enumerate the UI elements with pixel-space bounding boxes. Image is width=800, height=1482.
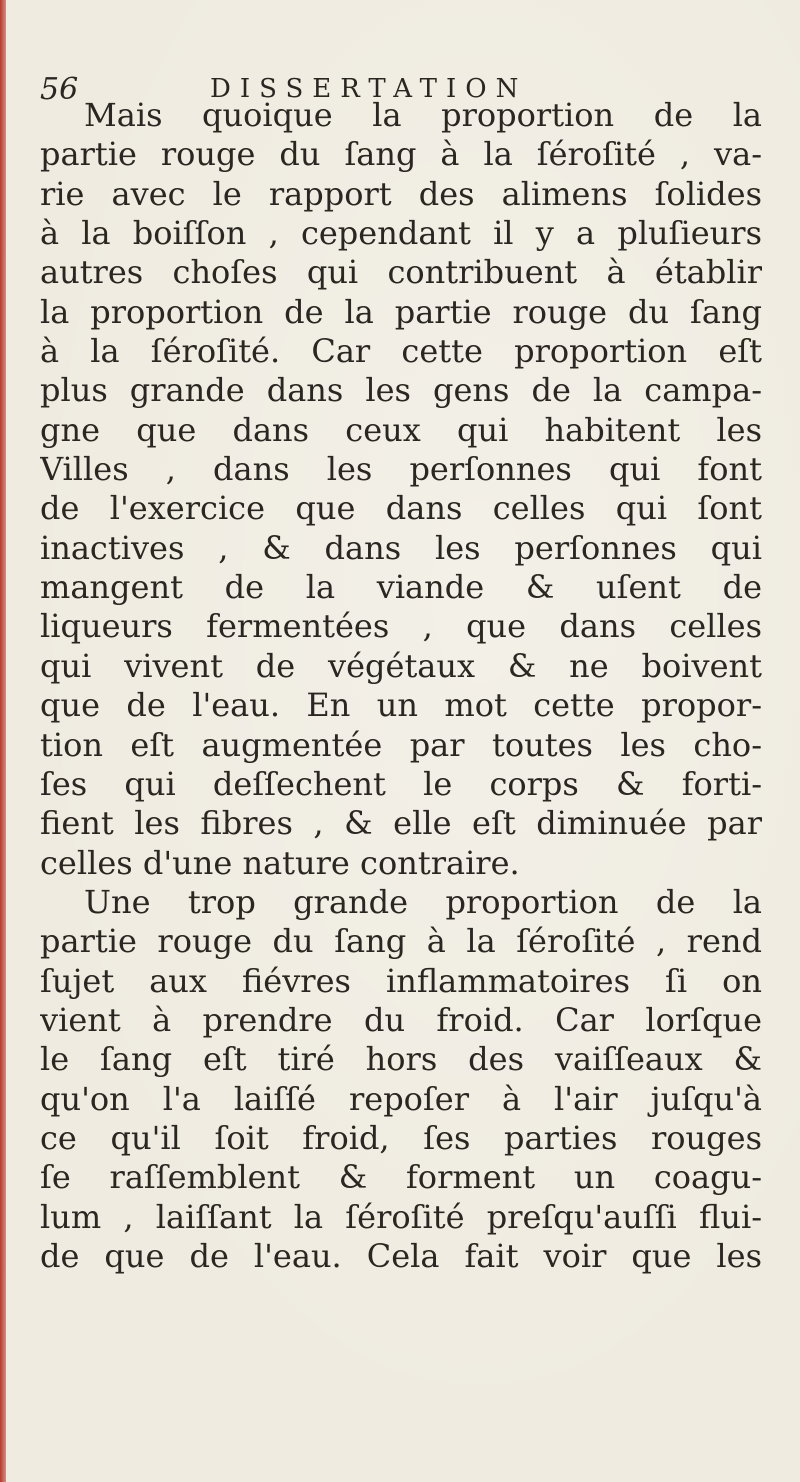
- text-line: la proportion de la partie rouge du ſang: [40, 292, 762, 331]
- text-line: ſe raſſemblent & forment un coagu-: [40, 1158, 762, 1197]
- text-line: à la ſéroſité. Car cette proportion eſt: [40, 332, 762, 371]
- text-line: de que de l'eau. Cela fait voir que les: [40, 1236, 762, 1275]
- text-line: lum , laiſſant la ſéroſité preſqu'auſſi flui-: [40, 1197, 762, 1236]
- text-line: celles d'une nature contraire.: [40, 843, 520, 882]
- text-line: partie rouge du ſang à la ſéroſité , va-: [40, 135, 762, 174]
- text-line: à la boiſſon , cependant il y a pluſieurs: [40, 214, 762, 253]
- text-line: liqueurs fermentées , que dans celles: [40, 607, 762, 646]
- text-line: vient à prendre du froid. Car lorſque: [40, 1000, 762, 1039]
- text-line: inactives , & dans les perſonnes qui: [40, 528, 762, 567]
- text-line: plus grande dans les gens de la campa-: [40, 371, 762, 410]
- text-line: de l'exercice que dans celles qui ſont: [40, 489, 762, 528]
- text-line: ce qu'il ſoit froid, ſes parties rouges: [40, 1118, 762, 1157]
- body-text: [40, 96, 762, 1276]
- text-line: Mais quoique la proportion de la: [84, 96, 762, 134]
- text-line: qu'on l'a laiſſé repoſer à l'air juſqu'à: [40, 1079, 762, 1118]
- text-line: rie avec le rapport des alimens ſolides: [40, 174, 762, 213]
- text-line: fient les fibres , & elle eſt diminuée par: [40, 804, 762, 843]
- running-head: DISSERTATION: [210, 74, 528, 104]
- page-number: 56: [40, 72, 79, 107]
- page-edge-marking: [0, 0, 6, 1482]
- text-line: autres choſes qui contribuent à établir: [40, 253, 762, 292]
- text-line: que de l'eau. En un mot cette propor-: [40, 686, 762, 725]
- text-line: le ſang eſt tiré hors des vaiſſeaux &: [40, 1040, 762, 1079]
- text-line: qui vivent de végétaux & ne boivent: [40, 646, 762, 685]
- text-line: mangent de la viande & uſent de: [40, 568, 762, 607]
- text-line: Villes , dans les perſonnes qui font: [40, 450, 762, 489]
- text-line: Une trop grande proportion de la: [84, 882, 762, 921]
- text-line: gne que dans ceux qui habitent les: [40, 410, 762, 449]
- text-line: ſes qui deſſechent le corps & forti-: [40, 764, 762, 803]
- text-line: tion eſt augmentée par toutes les cho-: [40, 725, 762, 764]
- text-line: partie rouge du ſang à la ſéroſité , rend: [40, 922, 762, 961]
- text-line: ſujet aux fiévres inflammatoires ſi on: [40, 961, 762, 1000]
